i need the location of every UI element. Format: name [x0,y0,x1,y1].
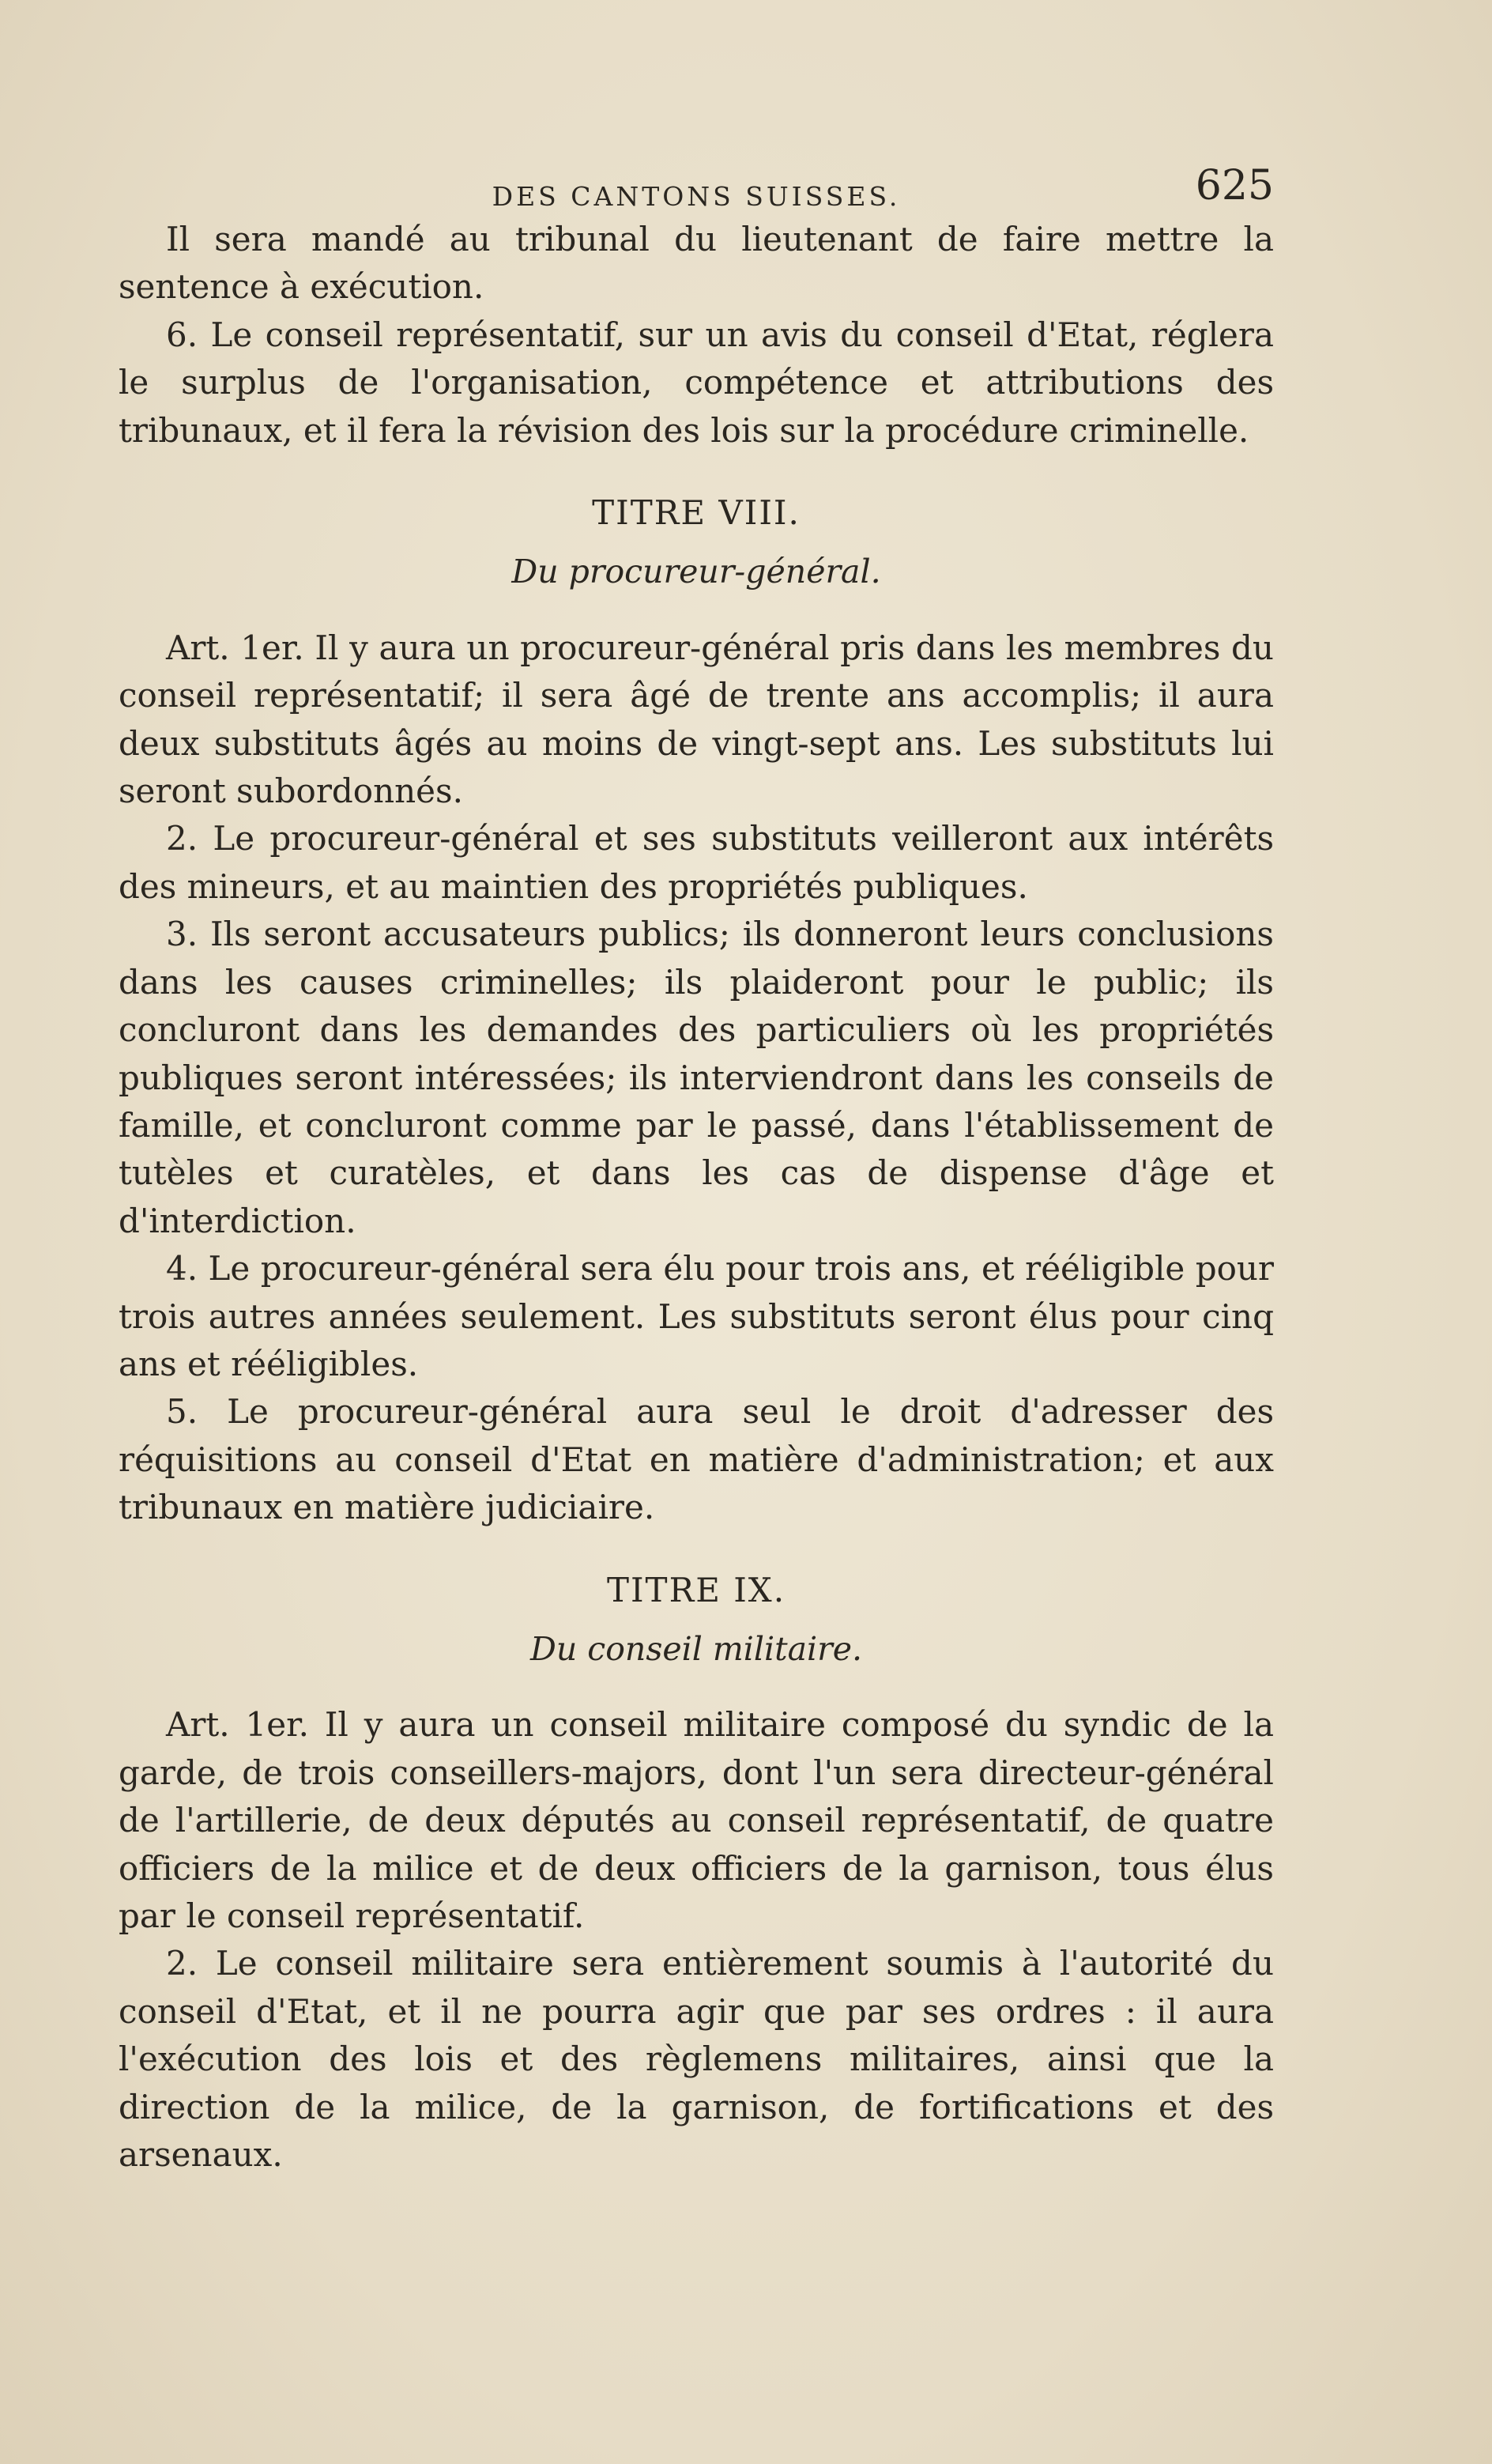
text-block [119,162,1274,2179]
paragraph: 6. Le conseil représentatif, sur un avis du conseil d'Etat, réglera le surplus de l'organisation, compétence et attributions des tribunaux, et il fera la révision des lois sur la procédure criminelle. [119,315,1274,450]
paragraph: Art. 1er. Il y aura un conseil militaire composé du syndic de la garde, de trois conseillers-majors, dont l'un sera directeur-général de l'artillerie, de deux députés au conseil représentatif, de quatre officiers de la milice et de deux officiers de la garnison, tous élus par le conseil représentatif. [119,1705,1274,1935]
paragraph: 3. Ils seront accusateurs publics; ils donneront leurs conclusions dans les causes criminelles; ils plaideront pour le public; ils concluront dans les demandes des particuliers où les propriétés publiques seront intéressées; ils interviendront dans les conseils de famille, et concluront comme par le passé, dans l'établissement de tutèles et curatèles, et dans les cas de dispense d'âge et d'interdiction. [119,915,1274,1240]
running-head-title: DES CANTONS SUISSES. [492,181,901,212]
paragraph: 5. Le procureur-général aura seul le droit d'adresser des réquisitions au conseil d'Etat en matière d'administration; et aux tribunaux en matière judiciaire. [119,1392,1274,1527]
paragraph: 2. Le conseil militaire sera entièrement soumis à l'autorité du conseil d'Etat, et il ne pourra agir que par ses ordres : il aura l'exécution des lois et des règlemens militaires, ainsi que la direction de la milice, de la garnison, de fortifications et des arsenaux. [119,1944,1274,2175]
paragraph: 2. Le procureur-général et ses substituts veilleront aux intérêts des mineurs, et au maintien des propriétés publiques. [119,819,1274,906]
section-subheading: Du conseil militaire. [529,1629,863,1668]
paragraph: 4. Le procureur-général sera élu pour trois ans, et rééligible pour trois autres années seulement. Les substituts seront élus pour cinq ans et rééligibles. [119,1249,1274,1383]
running-head [119,162,1274,211]
paragraph: Art. 1er. Il y aura un procureur-général pris dans les membres du conseil représentatif; il sera âgé de trente ans accomplis; il aura deux substituts âgés au moins de vingt-sept ans. Les substituts lui seront subordonnés. [119,628,1274,811]
paragraph: Il sera mandé au tribunal du lieutenant de faire mettre la sentence à exécution. [119,220,1274,307]
page-number: 625 [1195,162,1274,209]
section-heading: TITRE IX. [606,1570,786,1609]
section-heading: TITRE VIII. [592,493,801,533]
section-subheading: Du procureur-général. [511,553,881,591]
